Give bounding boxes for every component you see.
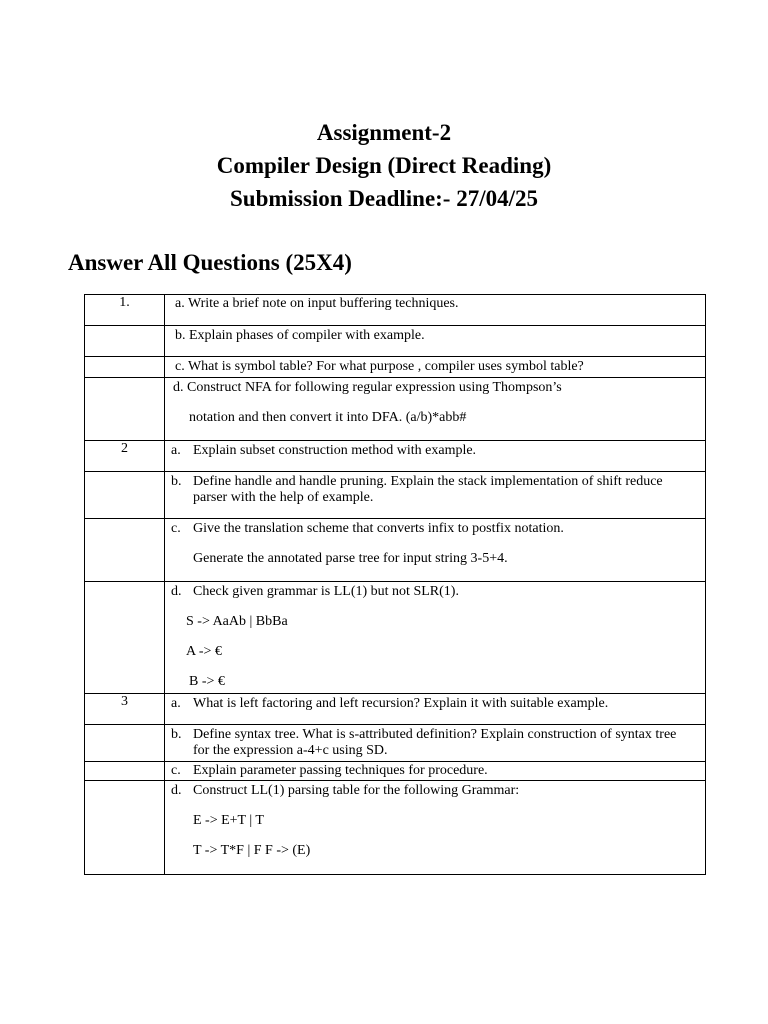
table-row: [85, 725, 706, 762]
table-row: [85, 519, 706, 582]
part-text: Explain parameter passing techniques for procedure.: [193, 763, 488, 778]
document-header: [0, 116, 768, 215]
grammar-rule: S -> AaAb | BbBa: [186, 614, 288, 629]
question-part: [165, 762, 706, 781]
table-row: [85, 326, 706, 357]
table-row: [85, 582, 706, 694]
question-text: d. Construct NFA for following regular expression using Thompson’s: [173, 380, 562, 395]
question-text: [165, 781, 705, 799]
question-text-continued: Generate the annotated parse tree for input string 3-5+4.: [193, 551, 508, 566]
part-label: b.: [171, 474, 182, 489]
part-text: Define handle and handle pruning. Explain the stack implementation of shift reduce: [193, 474, 663, 489]
question-number: 3: [85, 694, 165, 725]
question-part: [165, 582, 706, 694]
question-number: 2: [85, 441, 165, 472]
question-number: 1.: [85, 295, 165, 326]
table-row: [85, 781, 706, 875]
question-text: [165, 472, 705, 490]
question-text: [165, 582, 705, 600]
question-number-empty: [85, 472, 165, 519]
question-part: [165, 725, 706, 762]
question-text: [165, 441, 705, 459]
question-number-empty: [85, 582, 165, 694]
question-text: [165, 519, 705, 537]
question-part: [165, 326, 706, 357]
grammar-rule: T -> T*F | F F -> (E): [193, 843, 311, 858]
instruction-heading: Answer All Questions (25X4): [68, 250, 352, 275]
part-label: c.: [171, 521, 181, 536]
part-text: What is left factoring and left recursion? Explain it with suitable example.: [193, 696, 609, 711]
question-number-empty: [85, 725, 165, 762]
table-row: [85, 378, 706, 441]
question-text-continued: for the expression a-4+c using SD.: [193, 743, 388, 758]
part-text: Explain subset construction method with example.: [193, 443, 477, 458]
question-number-empty: [85, 357, 165, 378]
question-number-empty: [85, 762, 165, 781]
grammar-rule: E -> E+T | T: [193, 813, 264, 828]
table-row: [85, 441, 706, 472]
question-part: [165, 472, 706, 519]
question-text: c. What is symbol table? For what purpose , compiler uses symbol table?: [175, 359, 584, 374]
question-text: [165, 725, 705, 743]
table-row: [85, 762, 706, 781]
question-text: [165, 694, 705, 712]
part-text: Define syntax tree. What is s-attributed definition? Explain construction of syntax tree: [193, 727, 677, 742]
question-number-empty: [85, 781, 165, 875]
question-text: [165, 762, 705, 779]
part-text: Construct LL(1) parsing table for the following Grammar:: [193, 783, 520, 798]
part-label: c.: [171, 763, 181, 778]
question-part: [165, 357, 706, 378]
question-part: [165, 694, 706, 725]
part-text: Check given grammar is LL(1) but not SLR(1).: [193, 584, 459, 599]
question-number-empty: [85, 519, 165, 582]
part-text: Give the translation scheme that converts infix to postfix notation.: [193, 521, 564, 536]
question-part: [165, 441, 706, 472]
question-text-continued: parser with the help of example.: [193, 490, 374, 505]
grammar-rule: A -> €: [186, 644, 222, 659]
question-text-continued: notation and then convert it into DFA. (a/b)*abb#: [189, 410, 467, 425]
question-number-empty: [85, 326, 165, 357]
grammar-rule: B -> €: [189, 674, 225, 689]
subject-title: Compiler Design (Direct Reading): [216, 153, 552, 178]
question-part: [165, 295, 706, 326]
table-row: [85, 694, 706, 725]
part-label: d.: [171, 783, 182, 798]
part-label: b.: [171, 727, 182, 742]
table-row: [85, 472, 706, 519]
question-number-empty: [85, 378, 165, 441]
part-label: a.: [171, 696, 181, 711]
part-label: a.: [171, 443, 181, 458]
question-part: [165, 378, 706, 441]
submission-deadline: Submission Deadline:- 27/04/25: [230, 186, 538, 211]
table-row: [85, 357, 706, 378]
table-row: [85, 295, 706, 326]
question-text: a. Write a brief note on input buffering techniques.: [175, 296, 459, 311]
question-text: b. Explain phases of compiler with example.: [175, 328, 425, 343]
part-label: d.: [171, 584, 182, 599]
questions-table: [84, 294, 706, 875]
question-part: [165, 781, 706, 875]
assignment-title: Assignment-2: [316, 120, 452, 145]
question-part: [165, 519, 706, 582]
